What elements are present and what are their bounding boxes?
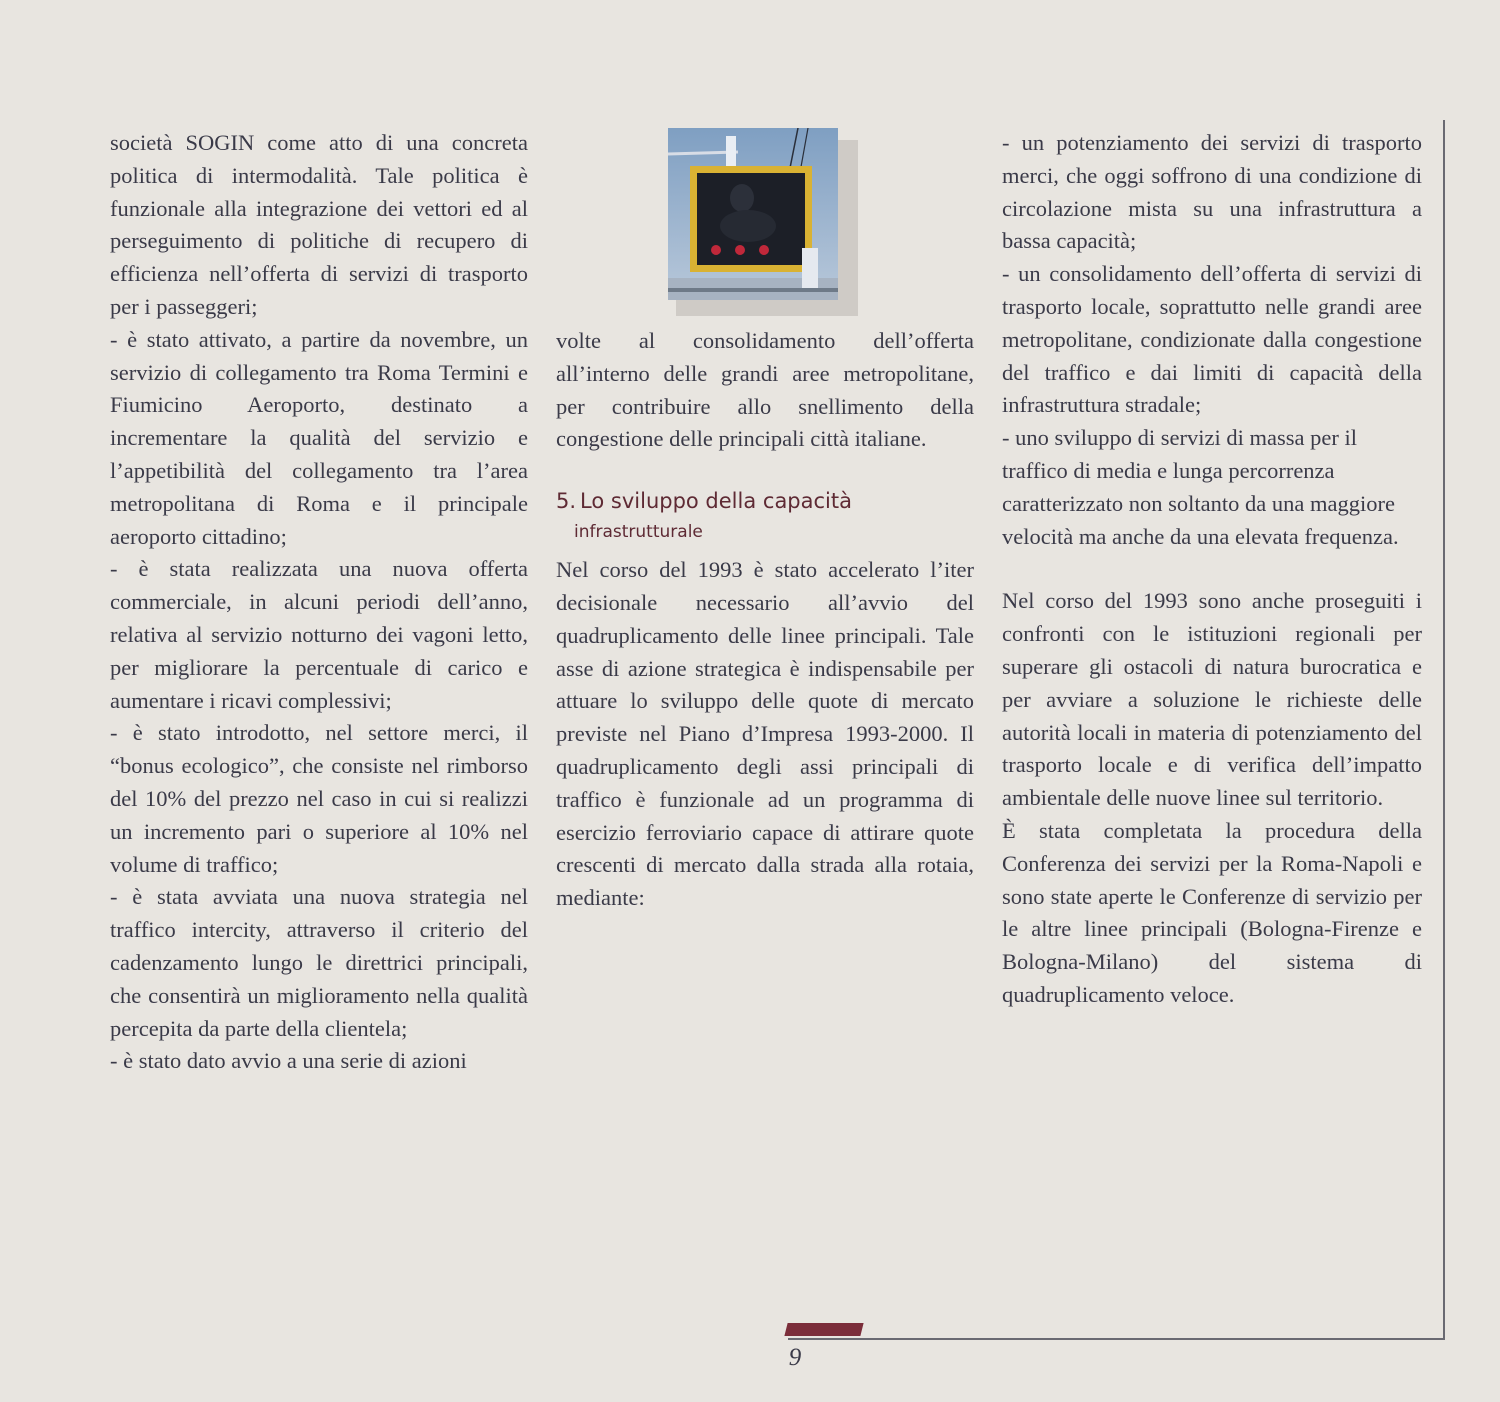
column-left [110,127,528,1078]
paragraph: società SOGIN come atto di una concreta politica di intermodalità. Tale politica è funzionale alla integrazione dei vettori ed al perseguimento di politiche di recupero di efficienza nell’offerta di servizi di trasporto per i passeggeri; [110,130,528,319]
section-number: 5. [556,489,577,514]
paragraph: È stata completata la procedura della Conferenza dei servizi per la Roma-Napoli e sono state aperte le Conferenze di servizio per le altre linee principali (Bologna-Firenze e Bologna-Milano) del sistema di quadruplicamento veloce. [1002,817,1422,1007]
paragraph: Nel corso del 1993 sono anche proseguiti i confronti con le istituzioni regionali per superare gli ostacoli di natura burocratica e per avviare a soluzione le richieste delle autorità locali in materia di potenziamento del trasporto locale e di verifica dell’impatto ambientale delle nuove linee sul territorio. [1002,588,1422,811]
paragraph: volte al consolidamento dell’offerta all’interno delle grandi aree metropolitane, per contribuire allo snellimento della congestione delle principali città italiane. [556,328,974,452]
bullet-item: - un consolidamento dell’offerta di servizi di trasporto locale, soprattutto nelle grandi aree metropolitane, condizionate dalla congestione del traffico e dai limiti di capacità della infrastruttura stradale; [1002,261,1422,418]
page-accent-bar [784,1323,863,1336]
bullet-item: - è stato introdotto, nel settore merci, il “bonus ecologico”, che consiste nel rimborso del 10% del prezzo nel caso in cui si realizzi un incremento pari o superiore al 10% nel volume di traffico; [110,720,528,877]
page-frame-bottom [788,1338,1445,1340]
bullet-item: - è stato attivato, a partire da novembre, un servizio di collegamento tra Roma Termini e Fiumicino Aeroporto, destinato a incrementare la qualità del servizio e l’appetibilità del collegamento tra l’area metropolitana di Roma e il principale aeroporto cittadino; [110,326,528,549]
railway-signal-photo [668,128,838,300]
column-right [1002,127,1422,1012]
bullet-item: - un potenziamento dei servizi di trasporto merci, che oggi soffrono di una condizione di circolazione mista su una infrastruttura a bassa capacità; [1002,130,1422,254]
page-number: 9 [788,1344,802,1371]
section-heading [556,486,974,548]
section-title-line1: Lo sviluppo della capacità [580,489,852,514]
section-title-line2: infrastrutturale [574,522,703,543]
bullet-item: - è stata realizzata una nuova offerta commerciale, in alcuni periodi dell’anno, relativa al servizio notturno dei vagoni letto, per migliorare la percentuale di carico e aumentare i ricavi complessivi; [110,556,528,713]
bullet-item: - uno sviluppo di servizi di massa per il traffico di media e lunga percorrenza caratterizzato non soltanto da una maggiore velocità ma anche da una elevata frequenza. [1002,425,1399,549]
page-frame-right [1443,120,1445,1340]
column-middle [556,325,974,915]
paragraph: Nel corso del 1993 è stato accelerato l’iter decisionale necessario all’avvio del quadruplicamento delle linee principali. Tale asse di azione strategica è indispensabile per attuare lo sviluppo delle quote di mercato previste nel Piano d’Impresa 1993-2000. Il quadruplicamento degli assi principali di traffico è funzionale ad un programma di esercizio ferroviario capace di attirare quote crescenti di mercato dalla strada alla rotaia, mediante: [556,557,974,911]
bullet-item: - è stata avviata una nuova strategia nel traffico intercity, attraverso il criterio del cadenzamento lungo le direttrici principali, che consentirà un miglioramento nella qualità percepita da parte della clientela; [110,884,528,1041]
bullet-item: - è stato dato avvio a una serie di azioni [110,1048,467,1074]
